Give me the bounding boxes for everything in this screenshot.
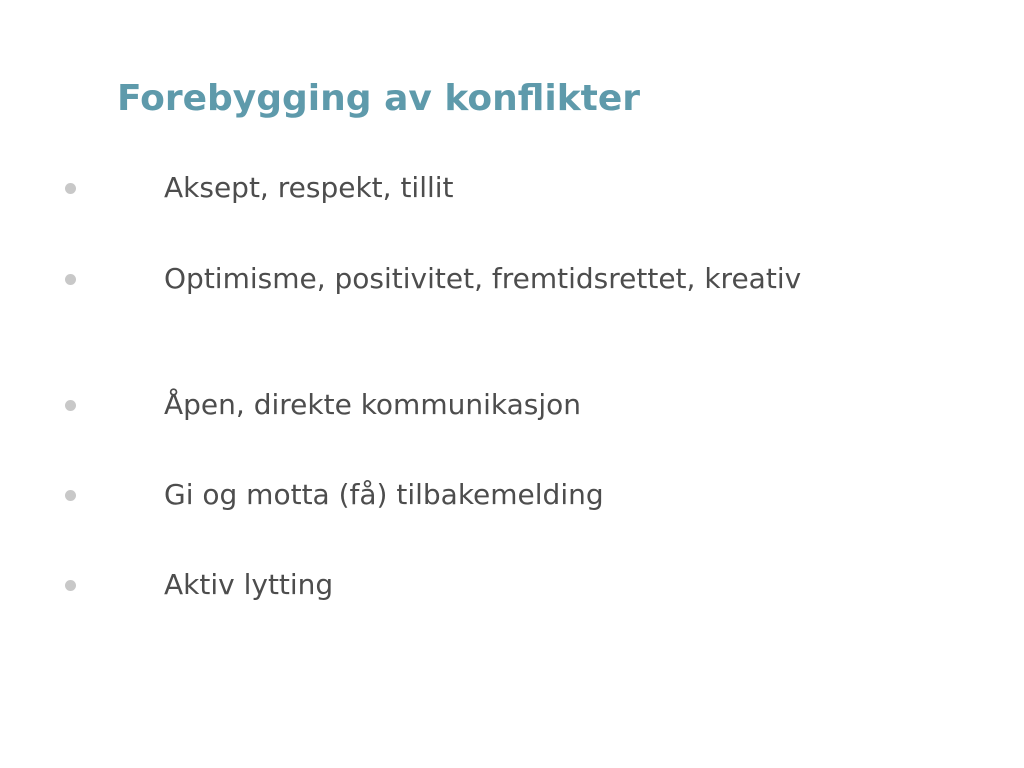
bullet-text: Aktiv lytting — [164, 568, 334, 601]
bullet-text: Gi og motta (få) tilbakemelding — [164, 478, 604, 511]
bullet-text: Åpen, direkte kommunikasjon — [164, 388, 581, 421]
slide-title: Forebygging av konflikter — [117, 78, 641, 119]
bullet-dot-icon — [65, 183, 76, 194]
bullet-dot-icon — [65, 274, 76, 285]
bullet-text: Optimisme, positivitet, fremtidsrettet, kreativ — [164, 262, 802, 295]
bullet-text: Aksept, respekt, tillit — [164, 171, 454, 204]
bullet-dot-icon — [65, 490, 76, 501]
bullet-dot-icon — [65, 580, 76, 591]
bullet-dot-icon — [65, 400, 76, 411]
